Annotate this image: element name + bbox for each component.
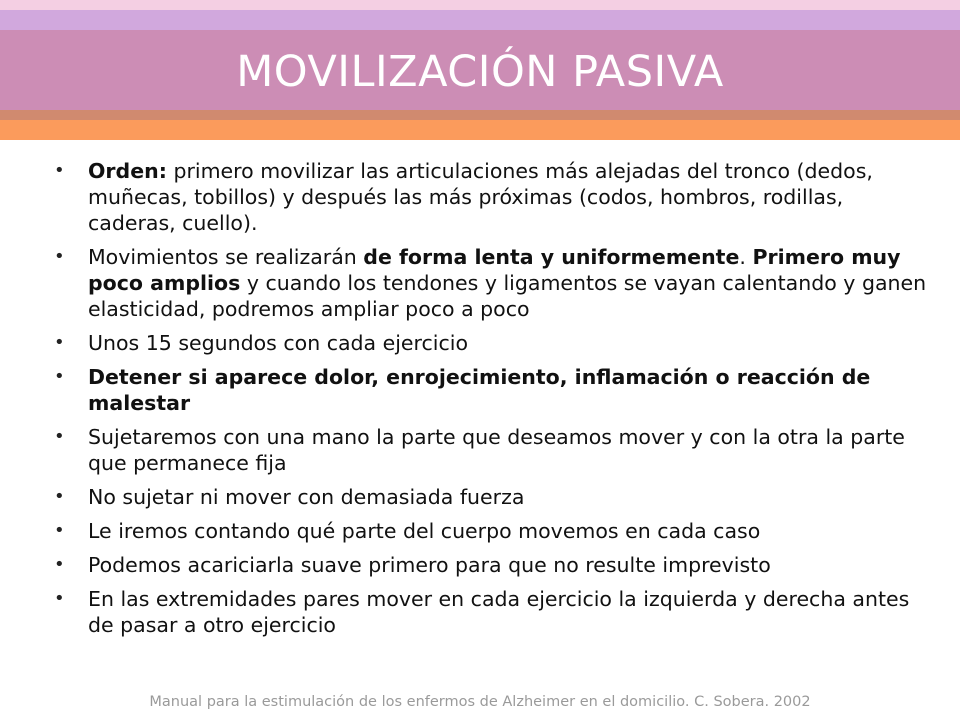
bullet-list <box>48 158 928 646</box>
bullet-bold-text: de forma lenta y uniformemente <box>363 245 740 269</box>
header-band-lavender <box>0 10 960 30</box>
bullet-item-explain <box>48 518 928 544</box>
slide-title: MOVILIZACIÓN PASIVA <box>236 47 724 97</box>
bullet-dot-icon: • <box>54 588 65 609</box>
bullet-text: primero movilizar las articulaciones más alejadas del tronco (dedos, muñecas, tobillos) y después las más próximas (codos, hombros, rodillas, caderas, cuello). <box>88 159 873 235</box>
bullet-dot-icon: • <box>54 160 65 181</box>
bullet-text: Podemos acariciarla suave primero para que no resulte imprevisto <box>88 553 771 577</box>
bullet-item-hold <box>48 424 928 476</box>
bullet-text: Le iremos contando qué parte del cuerpo movemos en cada caso <box>88 519 761 543</box>
bullet-dot-icon: • <box>54 332 65 353</box>
source-footer: Manual para la estimulación de los enfermos de Alzheimer en el domicilio. C. Sobera. 2002 <box>149 694 811 710</box>
bullet-item-limbs <box>48 586 928 638</box>
bullet-text: y cuando los tendones y ligamentos se vayan calentando y ganen elasticidad, podremos ampliar poco a poco <box>88 271 927 321</box>
bullet-dot-icon: • <box>54 426 65 447</box>
bullet-dot-icon: • <box>54 554 65 575</box>
bullet-item-duration <box>48 330 928 356</box>
bullet-text: Unos 15 segundos con cada ejercicio <box>88 331 469 355</box>
bullet-bold-text: Primero muy poco amplios <box>88 245 901 295</box>
bullet-item-force <box>48 484 928 510</box>
bullet-text: Movimientos se realizarán <box>88 245 364 269</box>
bullet-item-stop <box>48 364 928 416</box>
header-band-brown <box>0 110 960 120</box>
bullet-text: En las extremidades pares mover en cada ejercicio la izquierda y derecha antes de pasar a otro ejercicio <box>88 587 910 637</box>
header-band-orange <box>0 120 960 140</box>
bullet-text: No sujetar ni mover con demasiada fuerza <box>88 485 525 509</box>
bullet-text: . <box>739 245 753 269</box>
bullet-dot-icon: • <box>54 366 65 387</box>
bullet-dot-icon: • <box>54 246 65 267</box>
bullet-bold-label: Orden: <box>88 159 167 183</box>
header-band-pink <box>0 0 960 10</box>
bullet-bold-text: Detener si aparece dolor, enrojecimiento, inflamación o reacción de malestar <box>88 365 871 415</box>
bullet-dot-icon: • <box>54 486 65 507</box>
bullet-item-caress <box>48 552 928 578</box>
bullet-dot-icon: • <box>54 520 65 541</box>
bullet-text: Sujetaremos con una mano la parte que deseamos mover y con la otra la parte que permanece fija <box>88 425 905 475</box>
bullet-item-order <box>48 158 928 236</box>
bullet-item-movements <box>48 244 928 322</box>
